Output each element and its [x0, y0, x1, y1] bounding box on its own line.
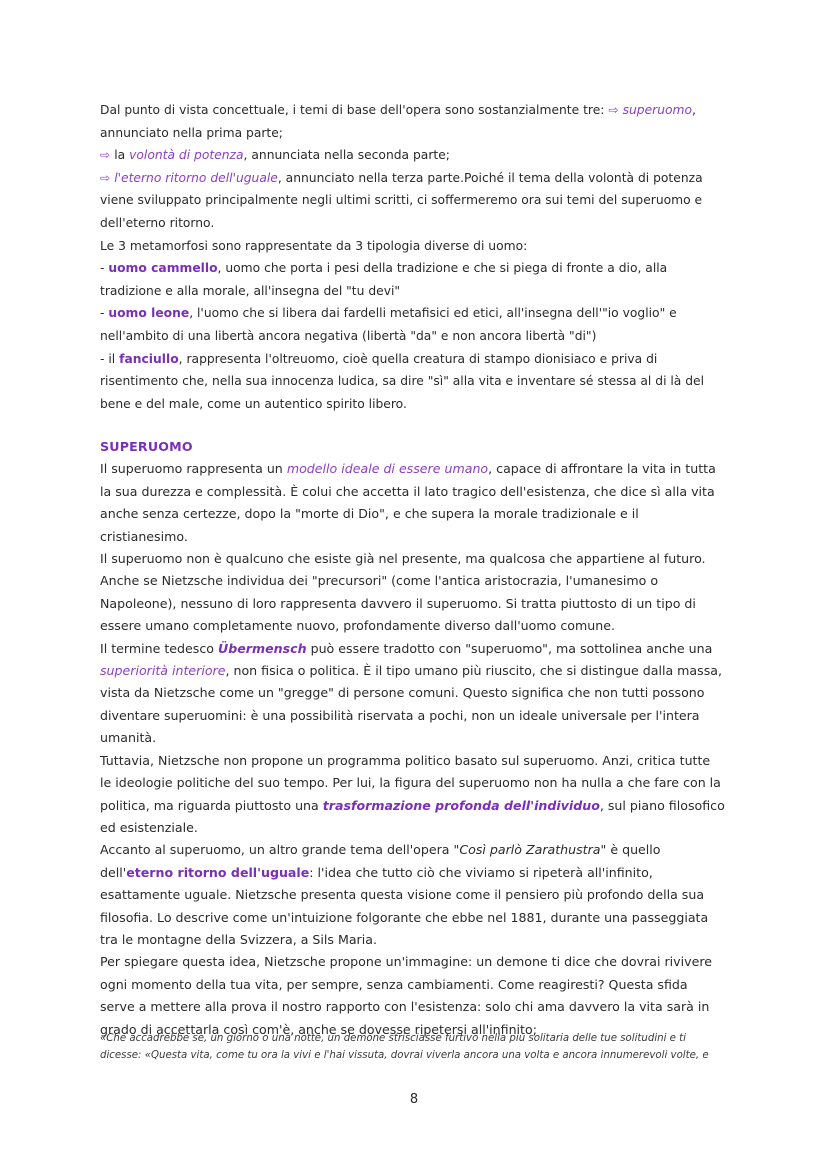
book-title: "Così parlò Zarathustra": [453, 842, 607, 858]
quote: [100, 1030, 725, 1064]
text: annunciato nella prima parte;: [100, 125, 283, 140]
section-heading: SUPERUOMO: [100, 439, 193, 454]
text: , annunciata nella seconda parte;: [243, 148, 450, 163]
trasformazione: trasformazione profonda dell'individuo: [322, 797, 600, 813]
highlight-volonta: volontà di potenza: [129, 148, 244, 163]
highlight-superuomo: superuomo: [622, 103, 693, 117]
text: Le 3 metamorfosi sono rappresentate da 3 tipologia diverse di uomo:: [100, 238, 528, 253]
text: , l'uomo che si libera dai fardelli metafisici ed etici, all'insegna dell'"io voglio" e nell'ambito di una libertà ancora negativa (libertà "da" e non ancora libertà "di"): [100, 306, 677, 343]
arrow-icon: ⇨: [608, 103, 619, 117]
highlight-superiorita: superiorità interiore: [100, 663, 226, 679]
text: - il: [100, 351, 116, 366]
list-item: - uomo leone, l'uomo che si libera dai fardelli metafisici ed etici, all'insegna dell'"io voglio" e nell'ambito di una libertà ancora negativa (libertà "da" e non ancora libertà "di"): [100, 306, 677, 343]
uomo-leone: uomo leone: [108, 306, 190, 321]
paragraph: [100, 99, 725, 235]
paragraph: Per spiegare questa idea, Nietzsche propone un'immagine: un demone ti dice che dovrai rivivere ogni momento della tua vita, per sempre, senza cambiamenti. Come reagiresti? Questa sfida serve a mettere alla prova il nostro rapporto con l'esistenza: solo chi ama davvero la vita sarà in grado di accettarla così com'è, anche se dovesse ripetersi all'infinito;: [100, 954, 712, 1037]
paragraph: [100, 638, 725, 750]
text: Il termine tedesco: [100, 640, 214, 656]
page-number: 8: [409, 1092, 419, 1107]
arrow-icon: ⇨: [100, 170, 111, 185]
highlight-eterno-ritorno: l'eterno ritorno dell'uguale: [114, 170, 278, 185]
paragraph: [100, 235, 725, 258]
paragraph: [100, 750, 725, 840]
text: può essere tradotto con "superuomo", ma sottolinea anche una: [310, 640, 713, 656]
list-item: - uomo cammello, uomo che porta i pesi della tradizione e che si piega di fronte a dio, alla tradizione e alla morale, all'insegna del "tu devi": [100, 261, 668, 298]
text: Accanto al superuomo, un altro grande tema dell'opera: [100, 842, 450, 858]
text: è quello dell': [100, 842, 661, 880]
text: Tuttavia, Nietzsche non propone un programma politico basato sul superuomo. Anzi, critica tutte le ideologie politiche del suo tempo. Per lui, la figura del superuomo non ha nulla a che fare con la politica, ma riguarda piuttosto una: [100, 752, 721, 813]
arrow-icon: ⇨: [100, 148, 111, 163]
ubermensch: Übermensch: [218, 640, 307, 656]
quote-text: «Che accadrebbe se, un giorno o una notte, un demone strisciasse furtivo nella più solitaria delle tue solitudini e ti dicesse: «Questa vita, come tu ora la vivi e l'hai vissuta, dovrai viverla ancora una volta e ancora innumerevoli volte, e: [100, 1033, 709, 1061]
eterno-ritorno: eterno ritorno dell'uguale: [126, 864, 310, 880]
text: , rappresenta l'oltreuomo, cioè quella creatura di stampo dionisiaco e priva di risentimento che, nella sua innocenza ludica, sa dire "sì" alla vita e inventare sé stessa al di là del bene e del male, come un autentico spirito libero.: [100, 351, 705, 411]
fanciullo: fanciullo: [119, 351, 179, 366]
text: Il superuomo rappresenta un: [100, 461, 283, 477]
text: , uomo che porta i pesi della tradizione e che si piega di fronte a dio, alla tradizione e alla morale, all'insegna del "tu devi": [100, 261, 668, 298]
highlight-modello-ideale: modello ideale di essere umano: [286, 461, 489, 477]
text: , annunciato nella terza parte.Poiché il tema della volontà di potenza viene sviluppato principalmente negli ultimi scritti, ci soffermeremo ora sui temi del superuomo e dell'eterno ritorno.: [100, 170, 703, 230]
text: , capace di affrontare la vita in tutta la sua durezza e complessità. È colui che accetta il lato tragico dell'esistenza, che dice sì alla vita anche senza certezze, dopo la "morte di Dio", e che supera la morale tradizionale e il cristianesimo.: [100, 461, 716, 544]
text: : l'idea che tutto ciò che viviamo si ripeterà all'infinito, esattamente uguale. Nietzsche presenta questa visione come il pensiero più profondo della sua filosofia. Lo descrive come un'intuizione folgorante che ebbe nel 1881, durante una passeggiata tra le montagne della Svizzera, a Sils Maria.: [100, 864, 709, 947]
text: la: [114, 148, 126, 163]
paragraph: Il superuomo non è qualcuno che esiste già nel presente, ma qualcosa che appartiene al futuro. Anche se Nietzsche individua dei "precursori" (come l'antica aristocrazia, l'umanesimo o Napoleone), nessuno di loro rappresenta davvero il superuomo. Si tratta piuttosto di un tipo di essere umano completamente nuovo, profondamente diverso dall'uomo comune.: [100, 551, 706, 634]
superuomo-section: [100, 436, 725, 1041]
paragraph: [100, 839, 725, 951]
paragraph: [100, 458, 725, 548]
text: , non fisica o politica. È il tipo umano più riuscito, che si distingue dalla massa, vista da Nietzsche come un "gregge" di persone comuni. Questo significa che non tutti possono diventare superuomini: è una possibilità riservata a pochi, non un ideale universale per l'intera umanità.: [100, 663, 722, 746]
list-item: [100, 348, 725, 416]
text: ,: [692, 103, 696, 117]
uomo-cammello: uomo cammello: [108, 261, 218, 276]
text: Dal punto di vista concettuale, i temi di base dell'opera sono sostanzialmente tre:: [100, 103, 605, 117]
text: , sul piano filosofico ed esistenziale.: [100, 797, 725, 835]
intro-section: [100, 99, 725, 415]
